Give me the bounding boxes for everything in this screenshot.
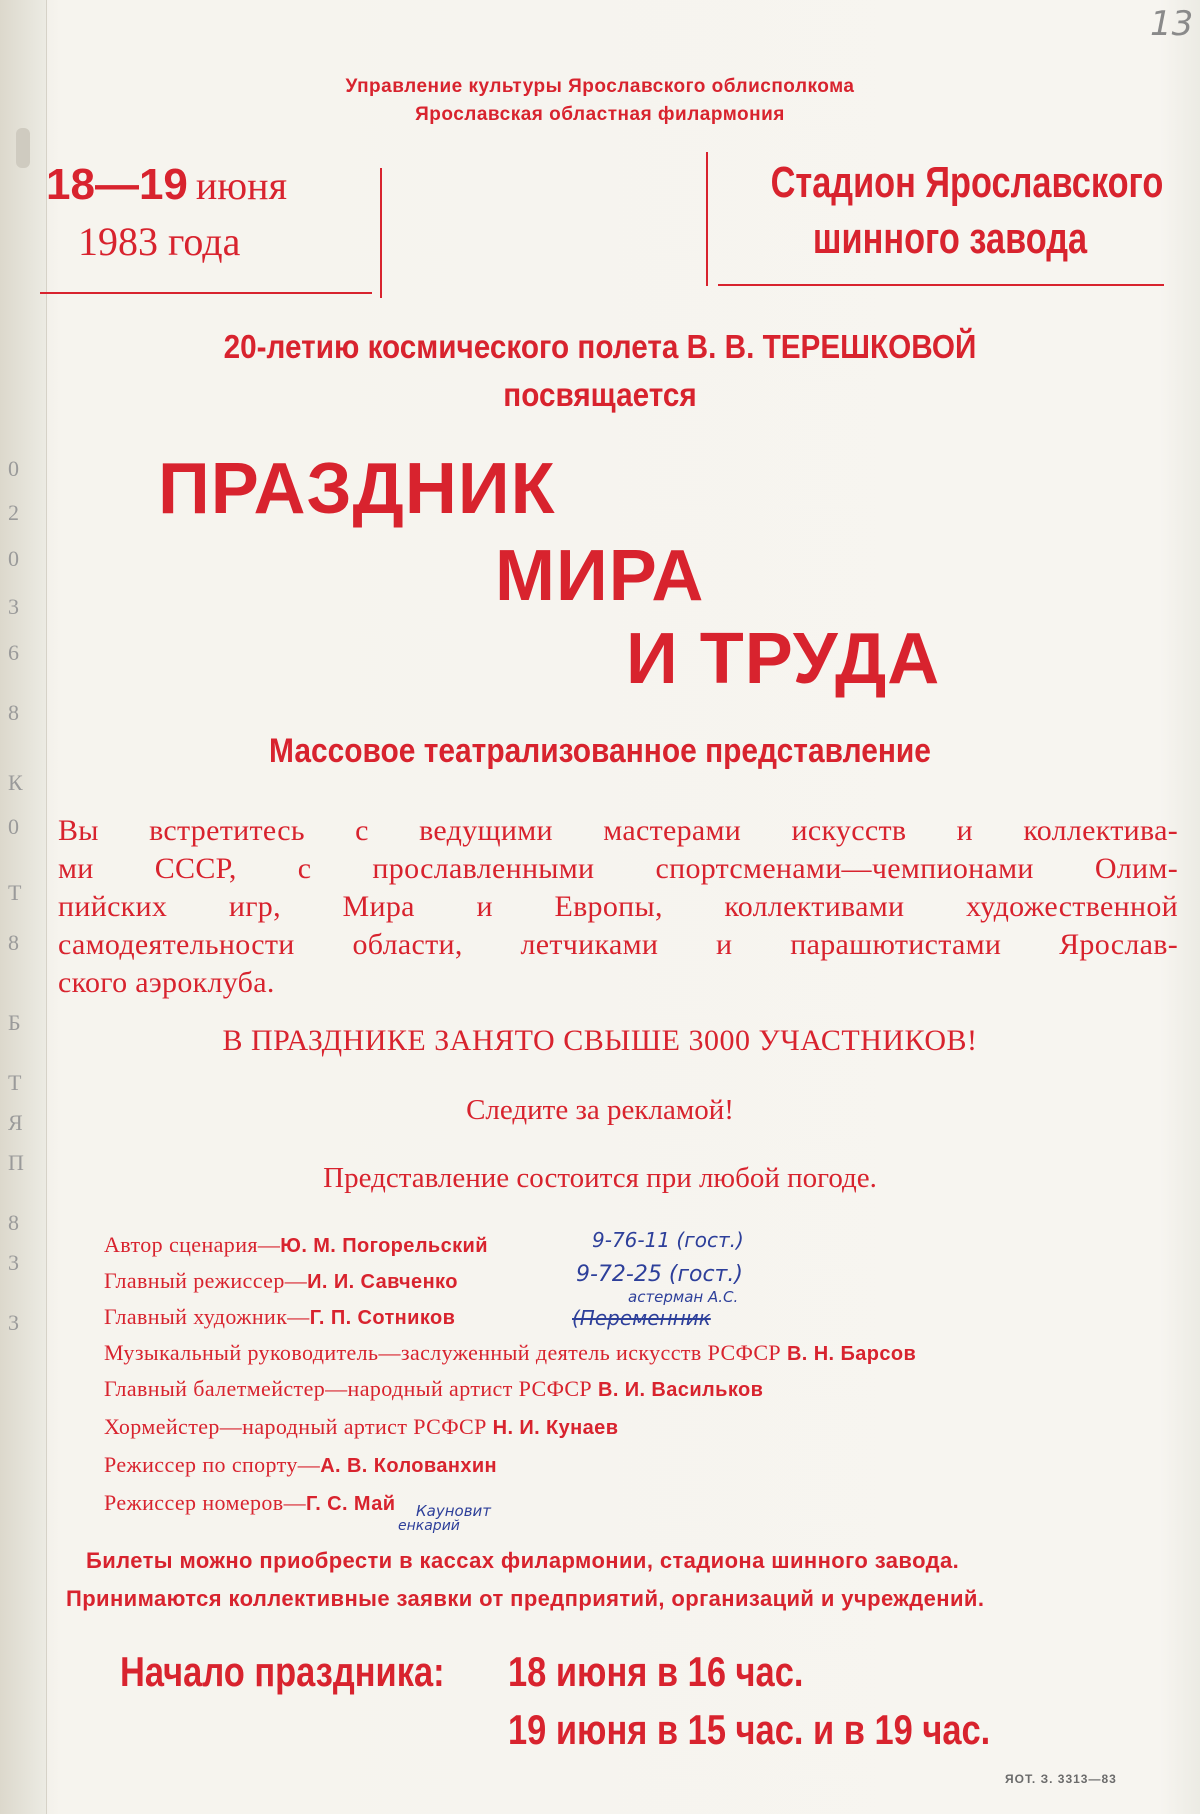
margin-mark: 8 [8, 1210, 19, 1235]
credit-acts-director [104, 1490, 395, 1516]
dedication-line1: 20-летию космического полета В. В. ТЕРЕШКОВОЙ [223, 328, 977, 365]
credit-name: Н. И. Кунаев [492, 1417, 619, 1439]
handwritten-phone-note: 9-72-25 (гост.) [576, 1262, 743, 1287]
print-code: ЯОТ. З. 3313—83 [1005, 1772, 1117, 1786]
handwritten-name-note: астерман А.С. [628, 1288, 739, 1306]
margin-mark: Я [8, 1110, 23, 1135]
margin-mark: Т [8, 1070, 22, 1095]
credit-sport-director [104, 1452, 497, 1478]
handwritten-name-note: Кауновит [416, 1502, 492, 1520]
start-time-day1: 18 июня в 16 час. [508, 1648, 804, 1695]
credit-role: Главный художник— [104, 1304, 310, 1329]
credit-artist [104, 1304, 455, 1330]
margin-mark: 8 [8, 930, 19, 955]
credit-name: Г. П. Сотников [309, 1307, 456, 1329]
credit-role: Музыкальный руководитель—заслуженный деятель искусств РСФСР [104, 1340, 787, 1365]
margin-mark: 3 [8, 1310, 19, 1335]
title-line1: ПРАЗДНИК [158, 449, 556, 529]
credit-role: Хормейстер—народный артист РСФСР [104, 1414, 493, 1439]
description-line: ского аэроклуба. [58, 966, 275, 999]
credit-name: В. Н. Барсов [786, 1343, 917, 1365]
credit-screenwriter [104, 1232, 488, 1258]
credit-name: И. И. Савченко [307, 1271, 458, 1293]
venue-line2: шинного завода [812, 214, 1088, 263]
margin-mark: 3 [8, 1250, 19, 1275]
margin-mark: 6 [8, 640, 19, 665]
date-underline [40, 292, 372, 294]
handwritten-name-note: енкарий [398, 1518, 460, 1534]
margin-mark: Т [8, 880, 22, 905]
date-divider [380, 168, 382, 298]
credit-role: Главный балетмейстер—народный артист РСФСР [104, 1376, 598, 1401]
weather-note: Представление состоится при любой погоде. [323, 1162, 877, 1194]
start-time-day2: 19 июня в 15 час. и в 19 час. [508, 1706, 991, 1753]
credit-role: Режиссер по спорту— [104, 1452, 321, 1477]
credit-music-director [104, 1340, 916, 1366]
group-orders-info: Принимаются коллективные заявки от предприятий, организаций и учреждений. [66, 1586, 985, 1611]
margin-mark: П [8, 1150, 24, 1175]
credit-choirmaster [104, 1414, 618, 1440]
margin-mark: 2 [8, 500, 19, 525]
date-days-row [46, 160, 287, 210]
description-line: Вы встретитесь с ведущими мастерами искусств и коллектива- [58, 814, 1178, 847]
margin-mark: 8 [8, 700, 19, 725]
start-label: Начало праздника: [120, 1648, 445, 1695]
header-organization: Управление культуры Ярославского облисполкома [345, 76, 855, 97]
date-days: 18—19 [46, 160, 188, 209]
date-month: июня [195, 163, 287, 208]
credit-name: В. И. Васильков [597, 1379, 764, 1401]
margin-mark: К [8, 770, 23, 795]
margin-mark: 0 [8, 456, 19, 481]
handwritten-phone-note: 9-76-11 (гост.) [592, 1228, 744, 1252]
margin-mark: 3 [8, 594, 19, 619]
margin-mark: Б [8, 1010, 21, 1035]
margin-mark: 0 [8, 814, 19, 839]
credit-role: Режиссер номеров— [104, 1490, 306, 1515]
description-line: ми СССР, с прославленными спортсменами—чемпионами Олим- [58, 852, 1178, 885]
credit-role: Автор сценария— [104, 1232, 281, 1257]
handwritten-crossed-note: (Переменник [572, 1306, 711, 1330]
header-philharmonic: Ярославская областная филармония [415, 104, 785, 125]
archive-page-number: 13 [1150, 4, 1194, 44]
credit-ballet-master [104, 1376, 763, 1402]
description-line: самодеятельности области, летчиками и парашютистами Ярослав- [58, 928, 1178, 961]
follow-ads: Следите за рекламой! [466, 1094, 734, 1126]
event-subtitle: Массовое театрализованное представление [269, 732, 931, 770]
date-year: 1983 года [78, 219, 241, 264]
tickets-info: Билеты можно приобрести в кассах филармонии, стадиона шинного завода. [86, 1548, 960, 1573]
binding-margin [0, 0, 47, 1814]
dedication-line2: посвящается [503, 376, 697, 413]
binding-hole [16, 128, 30, 168]
credit-name: Г. С. Май [305, 1493, 396, 1515]
venue-divider [706, 152, 708, 286]
credit-name: Ю. М. Погорельский [280, 1235, 488, 1257]
credit-role: Главный режиссер— [104, 1268, 308, 1293]
credit-name: А. В. Колованхин [320, 1455, 498, 1477]
credit-director [104, 1268, 458, 1294]
margin-mark: 0 [8, 546, 19, 571]
description-line: пийских игр, Мира и Европы, коллективами художественной [58, 890, 1178, 923]
title-line2: МИРА [495, 536, 705, 616]
title-line3: И ТРУДА [626, 619, 941, 699]
venue-underline [718, 284, 1164, 286]
participants-count: В ПРАЗДНИКЕ ЗАНЯТО СВЫШЕ 3000 УЧАСТНИКОВ! [222, 1024, 978, 1057]
venue-line1: Стадион Ярославского [770, 158, 1164, 207]
